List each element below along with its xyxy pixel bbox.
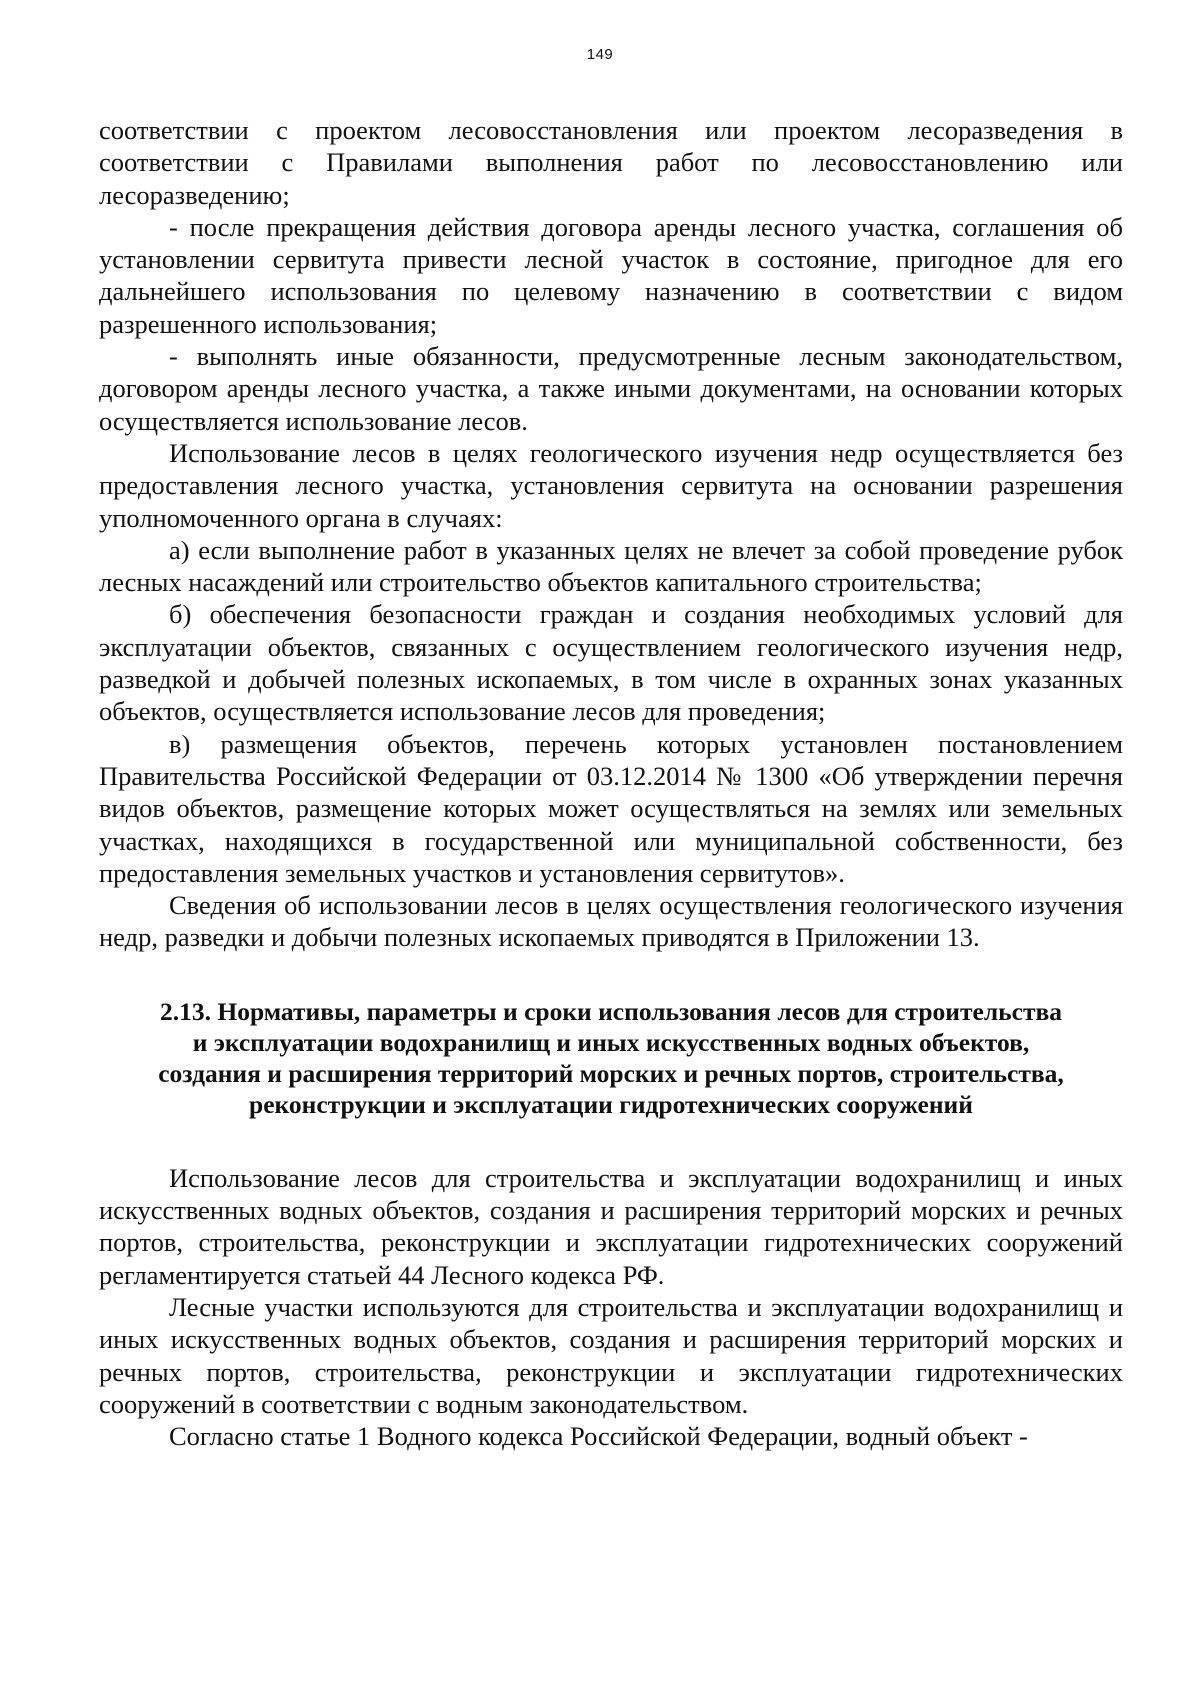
paragraph-case-a: а) если выполнение работ в указанных целях не влечет за собой проведение рубок лесных насаждений или строительство объектов капитального строительства; [99, 534, 1123, 598]
document-body [99, 114, 1123, 1452]
section-heading-line: и эксплуатации водохранилищ и иных искусственных водных объектов, [192, 1027, 1030, 1057]
paragraph-forest-plots: Лесные участки используются для строительства и эксплуатации водохранилищ и иных искусственных водных объектов, создания и расширения территорий морских и речных портов, строительства, реконструкции и эксплуатации гидротехнических сооружений в соответствии с водным законодательством. [99, 1291, 1123, 1419]
page-number: 149 [586, 46, 614, 63]
section-heading-line: 2.13. Нормативы, параметры и сроки использования лесов для строительства [159, 996, 1062, 1026]
paragraph-case-c: в) размещения объектов, перечень которых установлен постановлением Правительства Российской Федерации от 03.12.2014 № 1300 «Об утверждении перечня видов объектов, размещение которых может осуществляться на землях или земельных участках, находящихся в государственной или муниципальной собственности, без предоставления земельных участков и установления сервитутов». [99, 728, 1123, 888]
paragraph-other-duties: - выполнять иные обязанности, предусмотренные лесным законодательством, договором аренды лесного участка, а также иными документами, на основании которых осуществляется использование лесов. [99, 341, 1123, 436]
paragraph-continuation: соответствии с проектом лесовосстановления или проектом лесоразведения в соответствии с Правилами выполнения работ по лесовосстановлению или лесоразведению; [99, 115, 1123, 210]
paragraph-appendix-reference: Сведения об использовании лесов в целях осуществления геологического изучения недр, разведки и добычи полезных ископаемых приводятся в Приложении 13. [99, 890, 1123, 953]
section-heading-line: создания и расширения территорий морских и речных портов, строительства, [158, 1058, 1064, 1088]
paragraph-water-code: Согласно статье 1 Водного кодекса Российской Федерации, водный объект - [169, 1421, 1028, 1452]
section-heading [99, 996, 1123, 1120]
section-heading-line: реконструкции и эксплуатации гидротехнических сооружений [249, 1089, 973, 1119]
paragraph-lease-termination: - после прекращения действия договора аренды лесного участка, соглашения об установлении сервитута привести лесной участок в состояние, пригодное для его дальнейшего использования по целевому назначению в соответствии с видом разрешенного использования; [99, 211, 1123, 339]
paragraph-geology-use: Использование лесов в целях геологического изучения недр осуществляется без предоставления лесного участка, установления сервитута на основании разрешения уполномоченного органа в случаях: [99, 437, 1123, 533]
paragraph-case-b: б) обеспечения безопасности граждан и создания необходимых условий для эксплуатации объектов, связанных с осуществлением геологического изучения недр, разведкой и добычей полезных ископаемых, в том числе в охранных зонах указанных объектов, осуществляется использование лесов для проведения; [99, 599, 1123, 727]
paragraph-regulation: Использование лесов для строительства и эксплуатации водохранилищ и иных искусственных водных объектов, создания и расширения территорий морских и речных портов, строительства, реконструкции и эксплуатации гидротехнических сооружений регламентируется статьей 44 Лесного кодекса РФ. [99, 1162, 1123, 1290]
